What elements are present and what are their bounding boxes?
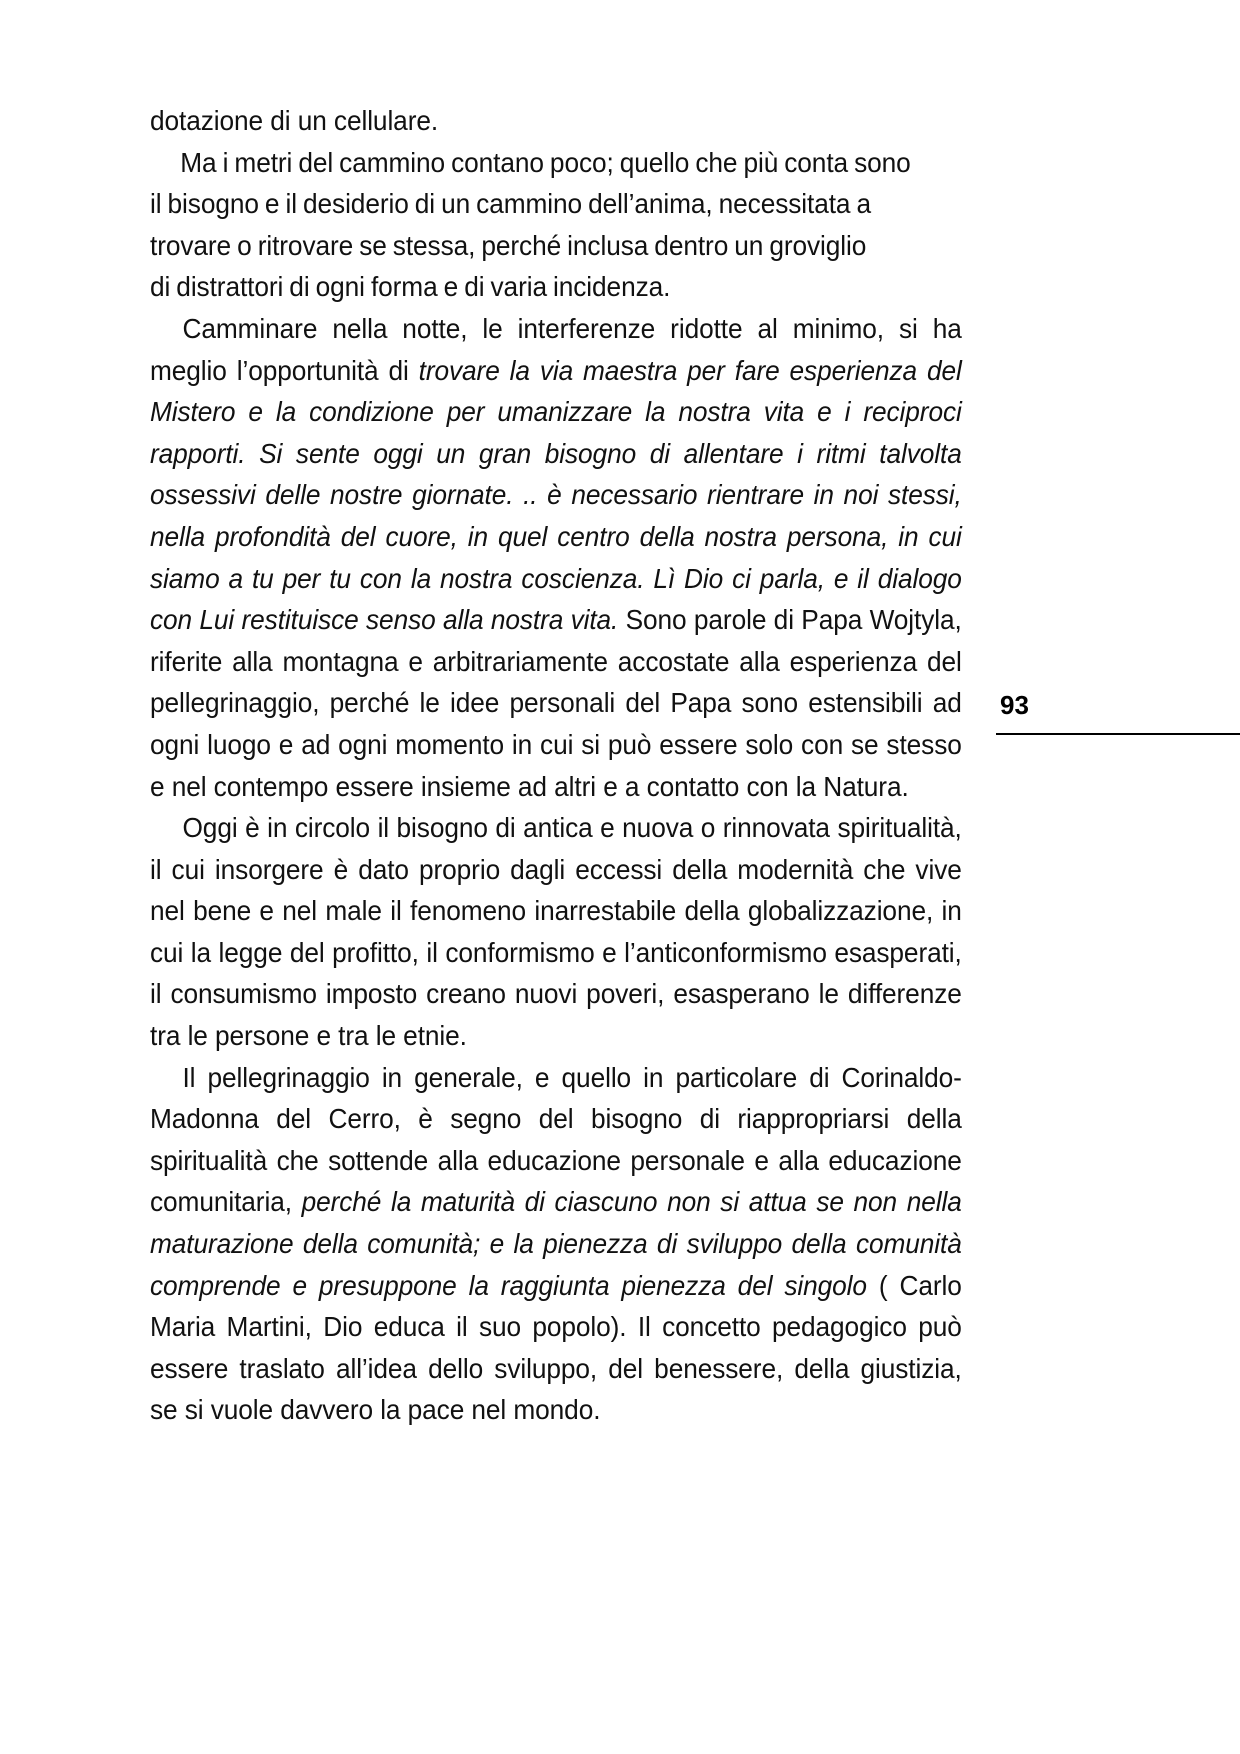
- text-line: trovare o ritrovare se stessa, perché inclusa dentro un groviglio: [150, 229, 867, 261]
- paragraph-pellegrinaggio-run-roman-2: ( Carlo Maria Martini, Dio educa il suo popolo). Il concetto pedagogico può essere traslato all’idea dello sviluppo, del benessere, della giustizia, se si vuole davvero la pace nel mondo.: [150, 1269, 962, 1426]
- paragraph-camminare-run-roman-2: Sono parole di Papa Wojtyla, riferite alla montagna e arbitrariamente accostate alla esperienza del pellegrinaggio, perché le idee personali del Papa sono estensibili ad ogni luogo e ad ogni momento in cui si può essere solo con se stesso e nel contempo essere insieme ad altri e a contatto con la Natura.: [150, 604, 962, 802]
- text-line: dotazione di un cellulare.: [150, 105, 439, 136]
- text-line: Ma i metri del cammino contano poco; quello che più conta sono: [150, 146, 911, 178]
- page-number-rule: [996, 733, 1240, 735]
- paragraph-oggi-run-roman: Oggi è in circolo il bisogno di antica e nuova o rinnovata spiritualità, il cui insorgere è dato proprio dagli eccessi della modernità che vive nel bene e nel male il fenomeno inarrestabile della globalizzazione, in cui la legge del profitto, il conformismo e l’anticonformismo esasperati, il consumismo imposto creano nuovi poveri, esasperano le differenze tra le persone e tra le etnie.: [150, 812, 962, 1052]
- paragraph-pellegrinaggio-run-italic: perché la maturità di ciascuno non si attua se non nella maturazione della comunità; e la pienezza di sviluppo della comunità comprende e presuppone la raggiunta pienezza del singolo: [150, 1186, 962, 1301]
- paragraph-camminare-run-italic: trovare la via maestra per fare esperienza del Mistero e la condizione per umanizzare la nostra vita e i reciproci rapporti. Si sente oggi un gran bisogno di allentare i ritmi talvolta ossessivi delle nostre giornate. .. è necessario rientrare in noi stessi, nella profondità del cuore, in quel centro della nostra persona, in cui siamo a tu per tu con la nostra coscienza. Lì Dio ci parla, e il dialogo con Lui restituisce senso alla nostra vita.: [150, 354, 962, 636]
- page-number: 93: [1000, 690, 1029, 720]
- paragraph-camminare: [150, 308, 962, 807]
- text-line: di distrattori di ogni forma e di varia incidenza.: [150, 271, 671, 303]
- paragraph-ma-i-metri: [150, 142, 962, 308]
- paragraph-dotazione: [150, 100, 962, 142]
- paragraph-pellegrinaggio-run-roman-1: Il pellegrinaggio in generale, e quello in particolare di Corinaldo-Madonna del Cerro, è segno del bisogno di riappropriarsi della spiritualità che sottende alla educazione personale e alla educazione comunitaria,: [150, 1061, 962, 1218]
- paragraph-pellegrinaggio: [150, 1057, 962, 1431]
- paragraph-oggi: [150, 807, 962, 1057]
- paragraph-camminare-run-roman-1: Camminare nella notte, le interferenze ridotte al minimo, si ha meglio l’opportunità di: [150, 312, 962, 386]
- text-line: il bisogno e il desiderio di un cammino dell’anima, necessitata a: [150, 188, 872, 220]
- text-column: [150, 100, 962, 1431]
